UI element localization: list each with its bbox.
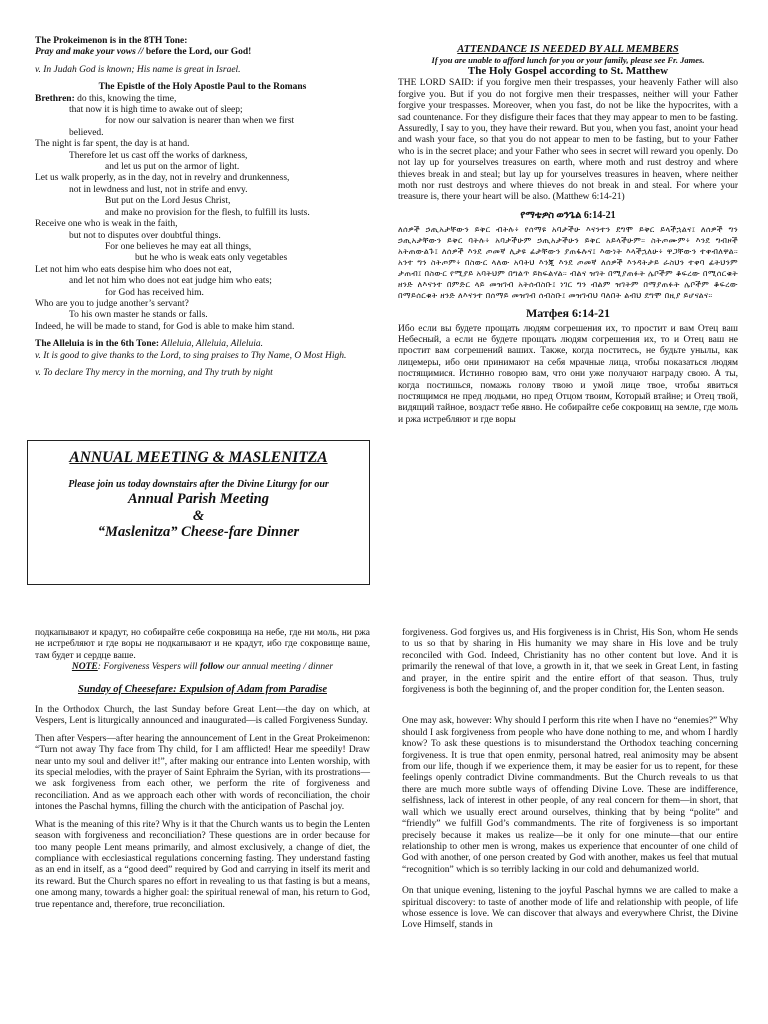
epistle-line-text: do this, knowing the time, xyxy=(74,93,177,104)
epistle-line-text: Indeed, he will be made to stand, for God is able to make him stand. xyxy=(35,321,295,332)
epistle-line xyxy=(35,105,370,116)
epistle-line xyxy=(35,185,370,196)
epistle-line-text: but not to disputes over doubtful things. xyxy=(69,230,221,241)
epistle-line xyxy=(35,128,370,139)
epistle-line xyxy=(35,173,370,184)
bottom-page xyxy=(0,600,768,1024)
epistle-line-text: But put on the Lord Jesus Christ, xyxy=(105,196,231,207)
prokeimenon-verse: v. In Judah God is known; His name is great in Israel. xyxy=(35,64,241,75)
epistle-line-text: and make no provision for the flesh, to fulfill its lusts. xyxy=(105,207,310,218)
epistle-line xyxy=(35,265,370,276)
epistle-line xyxy=(35,94,370,105)
epistle-line-text: but he who is weak eats only vegetables xyxy=(135,253,288,264)
alleluia-text: Alleluia, Alleluia, Alleluia. xyxy=(159,339,264,350)
note-text-b: our annual meeting / dinner xyxy=(224,662,334,673)
article-paragraph-4: forgiveness. God forgives us, and His forgiveness is in Christ, His Son, whom He sends to us so that by sharing in His humanity we may share in His love and be truly reconciled with God. Indeed, Christianity has no other content but love. And it is primarily the renewal of that love, a growth in it, that we seek in Great Lent, in fasting and prayer, in the entire spirit and the entire effort of that season. Thus, truly forgiveness is both the beginning of, and the proper condition for, the Lenten season. xyxy=(402,628,738,696)
note-follow: follow xyxy=(199,662,225,673)
epistle-line-text: believed. xyxy=(69,127,104,138)
epistle-line xyxy=(35,208,370,219)
epistle-line-text: For one believes he may eat all things, xyxy=(105,241,252,252)
alleluia-verse-1: v. It is good to give thanks to the Lord, to sing praises to Thy Name, O Most High. xyxy=(35,350,347,361)
epistle-line xyxy=(35,299,370,310)
gospel-column xyxy=(398,44,738,426)
epistle-line xyxy=(35,276,370,287)
russian-gospel-text: Ибо если вы будете прощать людям согрешения их, то простит и вам Отец ваш Небесный, а если не будете прощать людям согрешения их, то и Отец ваш не простит вам согрешений ваших. Также, когда поститесь, не будьте унылы, как лицемеры, ибо они принимают на себя мрачные лица, чтобы показаться людям постящимися. Истинно говорю вам, что они уже получают награду свою. А ты, когда постишься, помажь голову твою и умой лице твое, чтобы явиться постящимся не пред людьми, но пред Отцом твоим, Который втайне; и Отец твой, видящий тайное, воздаст тебе явно. Не собирайте себе сокровищ на земле, где моль и ржа истребляют и где воры xyxy=(398,323,739,425)
epistle-line-text: not in lewdness and lust, not in strife and envy. xyxy=(69,184,248,195)
epistle-line xyxy=(35,322,370,333)
epistle-line xyxy=(35,288,370,299)
epistle-line-text: and let not him who does not eat judge him who eats; xyxy=(69,276,272,287)
epistle-line xyxy=(35,151,370,162)
epistle-line-text: and let us put on the armor of light. xyxy=(105,162,240,173)
epistle-line-text: Who are you to judge another’s servant? xyxy=(35,298,189,309)
epistle-line xyxy=(35,116,370,127)
epistle-title: The Epistle of the Holy Apostle Paul to the Romans xyxy=(98,82,307,93)
epistle-line-text: Let not him who eats despise him who does not eat, xyxy=(35,264,232,275)
prokeimenon-refrain-b: before the Lord, our God! xyxy=(143,47,252,58)
epistle-line-text: for God has received him. xyxy=(105,287,204,298)
epistle-line xyxy=(35,231,370,242)
alleluia-verse-2: v. To declare Thy mercy in the morning, and Thy truth by night xyxy=(35,367,273,378)
article-right-column xyxy=(402,628,738,932)
epistle-line-text: for now our salvation is nearer than when we first xyxy=(105,116,295,127)
prokeimenon-title: The Prokeimenon is in the 8TH Tone: xyxy=(35,36,188,46)
epistle-address: Brethren: xyxy=(35,93,75,104)
announcement-line-3: “Maslenitza” Cheese-fare Dinner xyxy=(97,524,300,540)
epistle-line-text: The night is far spent, the day is at hand. xyxy=(35,139,190,150)
epistle-line xyxy=(35,219,370,230)
alleluia-title: The Alleluia is in the 6th Tone: xyxy=(35,339,160,350)
epistle-line-text: that now it is high time to awake out of sleep; xyxy=(69,105,243,116)
attendance-notice: ATTENDANCE IS NEEDED BY ALL MEMBERS xyxy=(457,44,679,55)
note-text-a: : Forgiveness Vespers will xyxy=(97,662,200,673)
readings-left-column xyxy=(35,36,370,379)
article-paragraph-5: One may ask, however: Why should I perform this rite when I have no “enemies?” Why should I ask forgiveness from people who have done nothing to me, and whom I hardly know? To ask these questions is to misunderstand the Orthodox teaching concerning forgiveness. It is true that open enmity, personal hatred, real animosity may be absent from our life, though if we experience them, it may be easier for us to repent, for these feelings openly contradict Divine commandments. But the Church reveals to us that there are much more subtle ways of offending Divine Love. These are indifference, selfishness, lack of interest in other people, of any real concern for them—in short, that wall which we usually erect around ourselves, thinking that by being “polite” and “friendly” we fulfill God’s commandments. The rite of forgiveness is so important precisely because it makes us realize—be it only for one minute—that our entire relationship to other men is wrong, makes us experience that encounter of one child of God with another, of one person created by God with another, makes us feel that mutual “recognition” which is so terribly lacking in our cold and dehumanized world. xyxy=(402,716,738,875)
epistle-line xyxy=(35,253,370,264)
epistle-line-text: Let us walk properly, as in the day, not in revelry and drunkenness, xyxy=(35,173,290,184)
epistle-line-text: Receive one who is weak in the faith, xyxy=(35,219,178,230)
epistle-line xyxy=(35,139,370,150)
note-label: NOTE xyxy=(71,662,98,673)
sunday-title: Sunday of Cheesefare: Expulsion of Adam from Paradise xyxy=(78,683,327,695)
announcement-title: ANNUAL MEETING & MASLENITZA xyxy=(69,449,328,466)
announcement-subtitle: Please join us today downstairs after the Divine Liturgy for our xyxy=(68,479,329,490)
amharic-gospel-text: ለሰዎች ኃጢአታቸውን ይቅር ብትሉ፥ የሰማዩ አባታችሁ እናንተን ደግሞ ይቅር ይላችኋልና፤ ለሰዎች ግን ኃጢአታቸውን ይቅር ባትሉ፥ አባታችሁም ኃጢአታችሁን ይቅር አይላችሁም። ስትጦሙም፥ እንደ ግብዞች አትጠውልጉ፤ ለሰዎች እንደ ጦመኛ ሊታዩ ፊታቸውን ያጠፋሉና፤ እውነት እላችኋለሁ፥ ዋጋቸውን ተቀብለዋል። አንተ ግን ስትጦም፥ በስውር ላለው አባትህ እንጂ እንደ ጦመኛ ለሰዎች እንዳትታይ ራስህን ተቀባ ፊትህንም ታጠብ፤ በስውር የሚያይ አባትህም በግልጥ ይከፍልሃል። ብልና ዝገት በሚያጠፉት ሌቦችም ቆፍረው በሚሰርቁት ዘንድ ለእናንተ በምድር ላይ መዝገብ አትሰብስቡ፤ ነገር ግን ብልም ዝገትም በማያጠፉት ሌቦችም ቆፍረው በማይሰርቁት ዘንድ ለእናንተ በሰማይ መዝገብ ሰብስቡ፤ መዝገብህ ባለበት ልብህ ደግሞ በዚያ ይሆናልና። xyxy=(398,223,738,301)
lunch-note: If you are unable to afford lunch for you or your family, please see Fr. James. xyxy=(431,55,705,66)
article-paragraph-3: What is the meaning of this rite? Why is it that the Church wants us to begin the Lenten season with forgiveness and reconciliation? These questions are in order because for too many people Lent means primarily, and almost exclusively, a change of diet, the compliance with ecclesiastical regulations concerning fasting. They understand fasting as an end in itself, as a “good deed” required by God and carrying in itself its merit and its reward. But the Church spares no effort in revealing to us that fasting is but a means, one among many, towards a higher goal: the spiritual renewal of man, his return to God, true repentance and, therefore, true reconciliation. xyxy=(35,819,370,910)
article-paragraph-1: In the Orthodox Church, the last Sunday before Great Lent—the day on which, at Vespers, Lent is liturgically announced and inaugurated—is called Forgiveness Sunday. xyxy=(35,705,370,727)
gospel-title: The Holy Gospel according to St. Matthew xyxy=(467,65,669,78)
epistle-line xyxy=(35,162,370,173)
epistle-line xyxy=(35,196,370,207)
article-paragraph-2: Then after Vespers—after hearing the announcement of Lent in the Great Prokeimenon: “Turn not away Thy face from Thy child, for I am afflicted! Hear me speedily! Draw near unto my soul and deliver it!”, after making our entrance into Lenten worship, with its special melodies, with the prayer of Saint Ephraim the Syrian, with its prostrations—we ask forgiveness from each other, we perform the rite of forgiveness and reconciliation. And as we approach each other with words of reconciliation, the choir intones the Paschal hymns, filling the church with the anticipation of Paschal joy. xyxy=(35,733,370,813)
article-left-column xyxy=(35,628,370,911)
epistle-line-text: To his own master he stands or falls. xyxy=(69,310,208,321)
epistle-line xyxy=(35,242,370,253)
russian-gospel-title: Матфея 6:14-21 xyxy=(525,305,611,320)
announcement-box xyxy=(27,440,370,585)
amharic-gospel-title: የማቴዎስ ወንጌል 6:14-21 xyxy=(520,209,616,221)
epistle-line xyxy=(35,310,370,321)
vespers-note xyxy=(35,662,370,673)
announcement-line-2: & xyxy=(192,507,205,524)
alleluia-line xyxy=(35,339,370,350)
epistle-text xyxy=(35,94,370,334)
article-paragraph-6: On that unique evening, listening to the joyful Paschal hymns we are called to make a spiritual discovery: to taste of another mode of life and relationship with people, of life whose essence is love. We can discover that always and everywhere Christ, the Divine Love Himself, stands in xyxy=(402,886,738,931)
gospel-text: THE LORD SAID: if you forgive men their trespasses, your heavenly Father will also forgive you. But if you do not forgive men their trespasses, neither will your Father forgive your trespasses. Moreover, when you fast, do not be like the hypocrites, with a sad countenance. For they disfigure their faces that they may appear to men to be fasting. Assuredly, I say to you, they have their reward. But you, when you fast, anoint your head and wash your face, so that you do not appear to men to be fasting, but to your Father who is in the secret place; and your Father who sees in secret will reward you openly. Do not lay up for yourselves treasures on earth, where moth and rust destroy and where thieves break in and steal; but lay up for yourselves treasures in heaven, where neither moth nor rust destroys and where thieves do not break in and steal. For where your treasure is, there your heart will be also. (Matthew 6:14-21) xyxy=(398,78,738,203)
prokeimenon-refrain xyxy=(35,47,370,58)
prokeimenon-refrain-a: Pray and make your vows // xyxy=(35,47,144,58)
epistle-line-text: Therefore let us cast off the works of darkness, xyxy=(69,150,248,161)
announcement-line-1: Annual Parish Meeting xyxy=(127,491,269,507)
russian-gospel-continued: подкапывают и крадут, но собирайте себе сокровища на небе, где ни моль, ни ржа не истребляют и где воры не подкапывают и не крадут, ибо где сокровище ваше, там будет и сердце ваше. xyxy=(35,628,370,661)
